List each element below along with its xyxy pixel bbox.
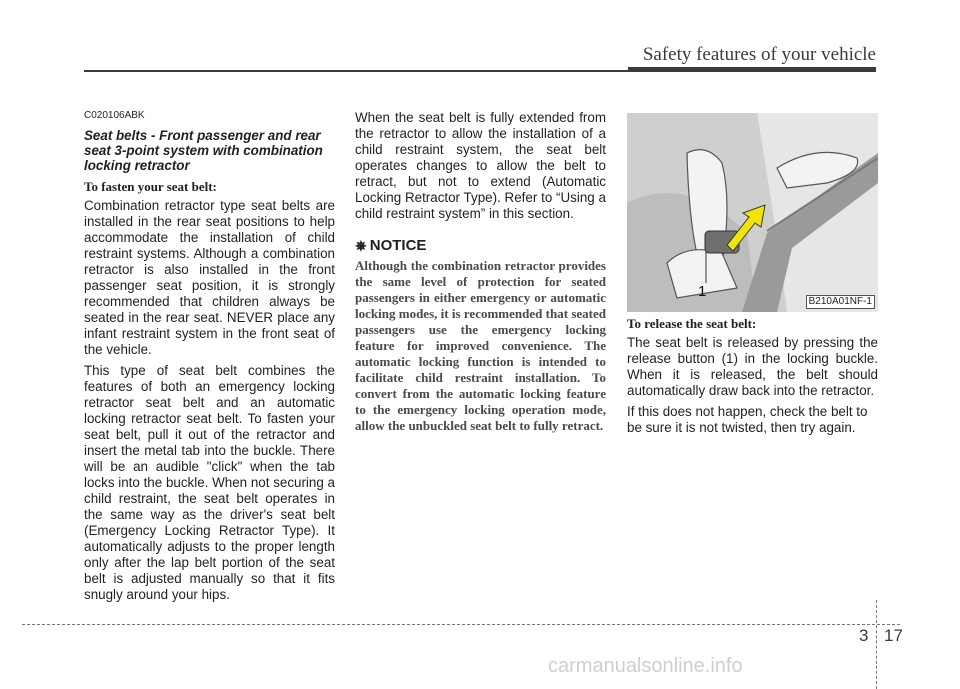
- figure-callout-1: 1: [698, 283, 707, 300]
- fasten-paragraph-1: Combination retractor type seat belts are installed in the rear seat positions to help accommodate the installation of child restraint systems. Although a combination retractor is also installed in the front passenger seat position, it is strongly recommended that children always be seated in the rear seat. NEVER place any infant restraint system in the front seat of the vehicle.: [84, 198, 335, 357]
- middle-column: [355, 110, 606, 434]
- figure-label: B210A01NF-1: [806, 295, 875, 309]
- section-title-line-2: seat 3-point system with combination: [84, 143, 323, 158]
- section-code: C020106ABK: [84, 110, 145, 121]
- page-number: 17: [884, 626, 903, 645]
- footer-rule: [22, 624, 900, 625]
- notice-body: Although the combination retractor provides the same level of protection for seated passengers in either emergency or automatic locking modes, it is recommended that seated passengers use the emergency locking feature for improved convenience. The automatic locking function is intended to facilitate child restraint installation. To convert from the automatic locking feature to the emergency locking operation mode, allow the unbuckled seat belt to fully retract.: [355, 258, 606, 433]
- chapter-number: 3: [859, 626, 869, 645]
- fasten-paragraph-2: This type of seat belt combines the features of both an emergency locking retractor seat belt and an automatic locking retractor seat belt. To fasten your seat belt, pull it out of the retractor and insert the metal tab into the buckle. There will be an audible "click" when the tab locks into the buckle. When not securing a child restraint, the seat belt operates in the same way as the driver's seat belt (Emergency Locking Retractor Type). It automatically adjusts to the proper length only after the lap belt portion of the seat belt is adjusted manually so that it fits snugly around your hips.: [84, 363, 335, 602]
- section-title-line-3: locking retractor: [84, 158, 190, 173]
- notice-star-icon: ✵: [355, 238, 367, 254]
- release-paragraph-2: If this does not happen, check the belt to be sure it is not twisted, then try again.: [627, 404, 868, 435]
- section-title-line-1: Seat belts - Front passenger and rear: [84, 128, 321, 143]
- seat-belt-release-figure: [627, 113, 878, 312]
- fasten-subhead: To fasten your seat belt:: [84, 179, 217, 194]
- header-title: Safety features of your vehicle: [642, 44, 876, 65]
- header-rule-accent: [628, 67, 876, 72]
- release-subhead: To release the seat belt:: [627, 316, 757, 331]
- release-paragraph-1: The seat belt is released by pressing the release button (1) in the locking buckle. When it is released, the belt should automatically draw back into the retractor.: [627, 335, 878, 398]
- left-column: [84, 110, 335, 608]
- section-title: [84, 128, 335, 173]
- footer-divider: [876, 600, 877, 689]
- extend-paragraph: When the seat belt is fully extended from the retractor to allow the installation of a child restraint system, the seat belt operates changes to allow the belt to retract, but not to extend (Automatic Locking Retractor Type). Refer to “Using a child restraint system” in this section.: [355, 110, 606, 221]
- seat-belt-illustration: [627, 113, 878, 312]
- notice-title: NOTICE: [369, 237, 427, 254]
- watermark: carmanualsonline.info: [548, 655, 743, 677]
- notice-heading: [355, 238, 606, 254]
- right-column: [627, 316, 878, 441]
